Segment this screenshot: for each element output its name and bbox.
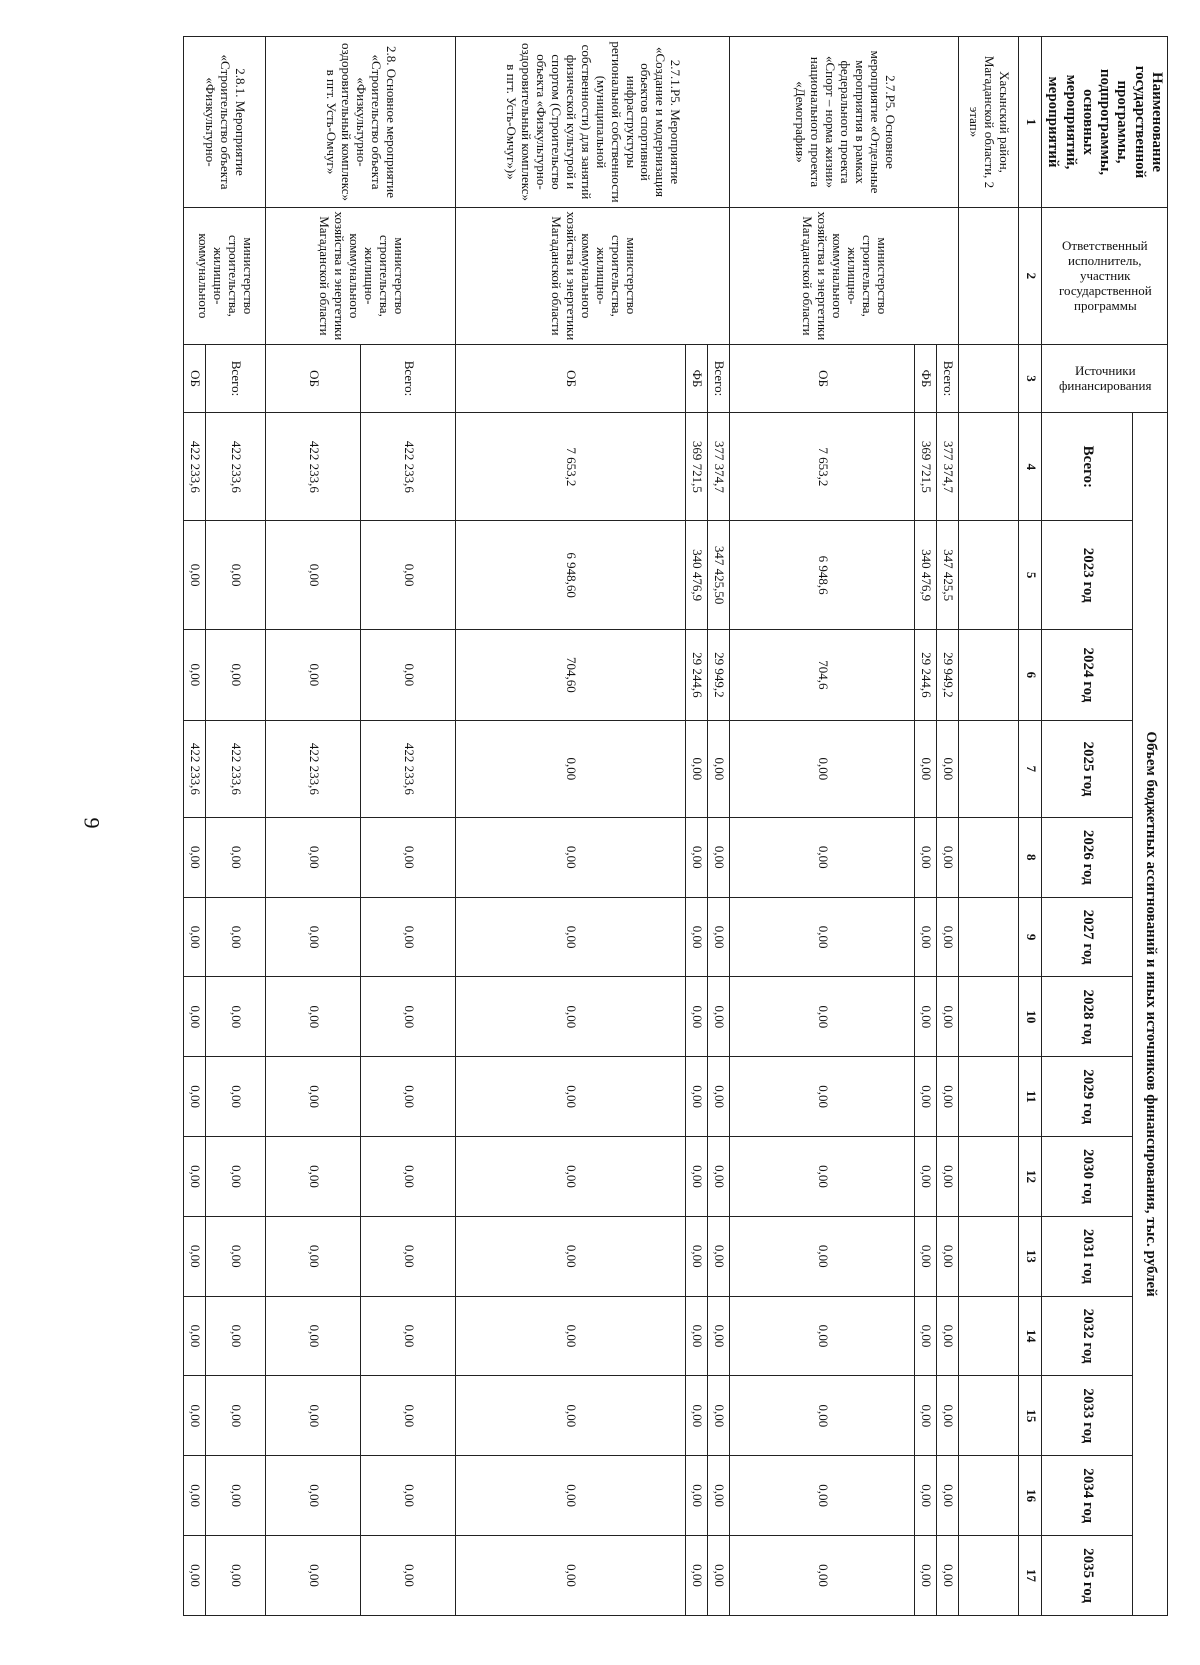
row-source: ОБ [730, 344, 915, 412]
row-year-value [959, 1216, 1019, 1296]
row-year-value: 0,00 [915, 977, 937, 1057]
column-index: 17 [1019, 1536, 1042, 1616]
table-row [959, 37, 1019, 1616]
row-year-value: 0,00 [937, 977, 959, 1057]
row-executor: министерство строительства, жилищно-коммунального хозяйства и энергетики Магаданской области [730, 208, 959, 345]
row-year-value [959, 1296, 1019, 1376]
row-year-value: 0,00 [456, 977, 686, 1057]
row-name: 2.8. Основное мероприятие «Строительство объекта «Физкультурно-оздоровительный комплекс» в пгт. Усть-Омчуг» [266, 37, 456, 208]
row-year-value: 0,00 [686, 720, 708, 817]
row-year-value: 0,00 [266, 1137, 361, 1217]
row-year-value: 0,00 [686, 1137, 708, 1217]
row-year-value [959, 977, 1019, 1057]
row-year-value: 0,00 [686, 1456, 708, 1536]
row-year-value: 0,00 [937, 817, 959, 897]
row-year-value: 0,00 [361, 1057, 456, 1137]
row-year-value [959, 1376, 1019, 1456]
row-year-value: 0,00 [730, 897, 915, 977]
row-year-value: 0,00 [456, 897, 686, 977]
row-year-value: 0,00 [708, 1137, 730, 1217]
row-year-value: 0,00 [361, 1456, 456, 1536]
row-year-value: 29 949,2 [937, 629, 959, 720]
column-index: 6 [1019, 629, 1042, 720]
column-index: 1 [1019, 37, 1042, 208]
row-year-value: 0,00 [730, 720, 915, 817]
column-index: 11 [1019, 1057, 1042, 1137]
row-year-value: 0,00 [266, 1057, 361, 1137]
row-year-value: 0,00 [361, 629, 456, 720]
row-year-value [959, 1536, 1019, 1616]
header-year: 2026 год [1042, 817, 1133, 897]
header-year: 2031 год [1042, 1216, 1133, 1296]
row-year-value: 0,00 [686, 1536, 708, 1616]
row-year-value: 0,00 [708, 897, 730, 977]
row-source [959, 344, 1019, 412]
row-year-value: 6 948,6 [730, 521, 915, 629]
row-year-value: 0,00 [456, 1456, 686, 1536]
column-index: 4 [1019, 413, 1042, 521]
row-year-value: 0,00 [206, 1376, 266, 1456]
row-total: 369 721,5 [915, 413, 937, 521]
row-year-value: 704,60 [456, 629, 686, 720]
row-year-value: 0,00 [266, 817, 361, 897]
row-name: 2.7.Р5. Основное мероприятие «Отдельные мероприятия в рамках федерального проекта «Спорт – норма жизни» национального проекта «Демография» [730, 37, 959, 208]
row-source: Всего: [937, 344, 959, 412]
header-year: 2028 год [1042, 977, 1133, 1057]
column-index: 13 [1019, 1216, 1042, 1296]
row-source: Всего: [206, 344, 266, 412]
row-source: ОБ [456, 344, 686, 412]
row-year-value: 340 476,9 [915, 521, 937, 629]
column-index: 10 [1019, 977, 1042, 1057]
row-year-value: 0,00 [937, 1137, 959, 1217]
column-index: 12 [1019, 1137, 1042, 1217]
page-number: 9 [79, 817, 105, 829]
row-year-value: 0,00 [456, 1376, 686, 1456]
row-year-value: 0,00 [915, 1536, 937, 1616]
row-year-value: 0,00 [206, 629, 266, 720]
row-year-value: 0,00 [206, 897, 266, 977]
row-year-value: 0,00 [266, 1376, 361, 1456]
row-year-value: 0,00 [915, 1456, 937, 1536]
column-index: 16 [1019, 1456, 1042, 1536]
row-year-value: 0,00 [937, 1057, 959, 1137]
row-year-value: 0,00 [686, 897, 708, 977]
row-source: ФБ [915, 344, 937, 412]
row-year-value: 0,00 [361, 817, 456, 897]
column-index: 9 [1019, 897, 1042, 977]
table-row [206, 37, 266, 1616]
row-year-value: 0,00 [456, 1216, 686, 1296]
row-year-value: 0,00 [730, 977, 915, 1057]
header-name: Наименование государственной программы, подпрограммы, основных мероприятий, мероприятий [1042, 37, 1168, 208]
row-year-value [959, 897, 1019, 977]
row-year-value: 0,00 [266, 521, 361, 629]
row-year-value: 0,00 [686, 1376, 708, 1456]
row-year-value: 0,00 [361, 897, 456, 977]
row-year-value: 0,00 [708, 1296, 730, 1376]
row-year-value: 0,00 [937, 1216, 959, 1296]
row-year-value: 422 233,6 [184, 720, 206, 817]
row-year-value: 0,00 [937, 1376, 959, 1456]
row-year-value: 0,00 [184, 1216, 206, 1296]
header-exec: Ответственный исполнитель, участник государственной программы [1042, 208, 1168, 345]
row-source: Всего: [708, 344, 730, 412]
row-total: 369 721,5 [686, 413, 708, 521]
header-total: Всего: [1042, 413, 1133, 521]
row-year-value: 0,00 [361, 521, 456, 629]
column-index: 7 [1019, 720, 1042, 817]
header-year: 2035 год [1042, 1536, 1133, 1616]
row-source: ОБ [266, 344, 361, 412]
row-year-value: 0,00 [937, 1536, 959, 1616]
row-year-value: 0,00 [456, 720, 686, 817]
row-year-value: 0,00 [708, 1376, 730, 1456]
row-year-value: 0,00 [184, 629, 206, 720]
row-year-value: 0,00 [686, 977, 708, 1057]
row-year-value: 0,00 [206, 521, 266, 629]
row-total: 422 233,6 [184, 413, 206, 521]
row-year-value: 0,00 [361, 977, 456, 1057]
row-year-value: 0,00 [184, 1456, 206, 1536]
row-year-value [959, 1456, 1019, 1536]
header-year: 2033 год [1042, 1376, 1133, 1456]
row-year-value: 0,00 [708, 977, 730, 1057]
row-year-value: 0,00 [361, 1137, 456, 1217]
header-year: 2023 год [1042, 521, 1133, 629]
row-year-value: 347 425,5 [937, 521, 959, 629]
row-year-value: 0,00 [730, 1536, 915, 1616]
row-year-value: 0,00 [730, 817, 915, 897]
row-year-value: 0,00 [915, 1216, 937, 1296]
table-row [937, 37, 959, 1616]
financing-table [183, 36, 1168, 1616]
row-year-value: 0,00 [456, 817, 686, 897]
row-year-value: 0,00 [686, 817, 708, 897]
row-year-value [959, 1137, 1019, 1217]
row-year-value: 0,00 [730, 1057, 915, 1137]
row-total: 7 653,2 [730, 413, 915, 521]
row-year-value: 0,00 [361, 1536, 456, 1616]
row-year-value: 0,00 [184, 817, 206, 897]
row-source: ФБ [686, 344, 708, 412]
row-year-value: 0,00 [206, 1296, 266, 1376]
row-year-value: 347 425,50 [708, 521, 730, 629]
row-total: 377 374,7 [937, 413, 959, 521]
row-year-value: 704,6 [730, 629, 915, 720]
row-year-value: 0,00 [915, 897, 937, 977]
row-year-value: 0,00 [266, 1456, 361, 1536]
row-year-value: 0,00 [915, 1057, 937, 1137]
row-year-value: 0,00 [361, 1216, 456, 1296]
header-source: Источники финансирования [1042, 344, 1168, 412]
row-executor: министерство строительства, жилищно-коммунального хозяйства и энергетики Магаданской области [266, 208, 456, 345]
row-year-value: 0,00 [708, 1057, 730, 1137]
table-row [361, 37, 456, 1616]
row-total: 422 233,6 [206, 413, 266, 521]
column-index: 3 [1019, 344, 1042, 412]
row-year-value: 0,00 [915, 817, 937, 897]
row-year-value: 0,00 [184, 521, 206, 629]
rotated-table-wrapper [118, 36, 1168, 1616]
column-index: 14 [1019, 1296, 1042, 1376]
row-year-value: 0,00 [915, 720, 937, 817]
row-total: 422 233,6 [361, 413, 456, 521]
row-year-value: 0,00 [206, 1456, 266, 1536]
column-index: 5 [1019, 521, 1042, 629]
row-year-value: 0,00 [184, 1296, 206, 1376]
row-year-value: 0,00 [708, 720, 730, 817]
header-year: 2027 год [1042, 897, 1133, 977]
row-year-value: 0,00 [184, 1536, 206, 1616]
header-year: 2030 год [1042, 1137, 1133, 1217]
row-executor: министерство строительства, жилищно-коммунального хозяйства и энергетики Магаданской области [456, 208, 730, 345]
row-source: ОБ [184, 344, 206, 412]
row-year-value: 0,00 [456, 1137, 686, 1217]
row-year-value: 0,00 [708, 1216, 730, 1296]
row-year-value: 0,00 [708, 1536, 730, 1616]
row-year-value [959, 817, 1019, 897]
row-name: 2.7.1.Р5. Мероприятие «Создание и модернизация объектов спортивной инфраструктуры региональной собственности (муниципальной собственности) для занятий физической культурой и спортом (Строительство объекта «Физкультурно-оздоровительный комплекс» в пгт. Усть-Омчуг»)» [456, 37, 730, 208]
row-year-value: 0,00 [266, 629, 361, 720]
row-executor: министерство строительства, жилищно-коммунального [184, 208, 266, 345]
row-year-value: 0,00 [266, 977, 361, 1057]
row-year-value: 0,00 [937, 1296, 959, 1376]
header-year: 2025 год [1042, 720, 1133, 817]
row-year-value: 0,00 [730, 1296, 915, 1376]
row-year-value: 422 233,6 [266, 720, 361, 817]
row-year-value: 0,00 [730, 1216, 915, 1296]
row-year-value: 0,00 [206, 1057, 266, 1137]
column-index: 8 [1019, 817, 1042, 897]
row-year-value: 0,00 [937, 720, 959, 817]
row-year-value: 422 233,6 [206, 720, 266, 817]
row-year-value: 0,00 [937, 1456, 959, 1536]
header-year: 2032 год [1042, 1296, 1133, 1376]
row-year-value: 0,00 [206, 977, 266, 1057]
row-year-value: 0,00 [730, 1456, 915, 1536]
row-year-value: 0,00 [915, 1137, 937, 1217]
row-year-value: 0,00 [266, 1536, 361, 1616]
row-name: 2.8.1. Мероприятие «Строительство объекта «Физкультурно- [184, 37, 266, 208]
row-year-value: 0,00 [686, 1057, 708, 1137]
row-total [959, 413, 1019, 521]
row-year-value: 0,00 [184, 897, 206, 977]
row-year-value: 0,00 [266, 1216, 361, 1296]
row-year-value: 0,00 [184, 1376, 206, 1456]
row-executor [959, 208, 1019, 345]
row-year-value: 29 949,2 [708, 629, 730, 720]
row-year-value: 0,00 [708, 817, 730, 897]
row-year-value [959, 629, 1019, 720]
row-year-value: 0,00 [456, 1296, 686, 1376]
row-year-value: 0,00 [184, 1057, 206, 1137]
row-year-value: 0,00 [915, 1296, 937, 1376]
row-total: 422 233,6 [266, 413, 361, 521]
row-year-value: 0,00 [730, 1137, 915, 1217]
row-year-value: 0,00 [686, 1296, 708, 1376]
row-year-value: 340 476,9 [686, 521, 708, 629]
row-year-value: 0,00 [361, 1296, 456, 1376]
row-year-value: 0,00 [266, 1296, 361, 1376]
row-year-value: 0,00 [937, 897, 959, 977]
row-year-value: 0,00 [456, 1536, 686, 1616]
row-year-value: 422 233,6 [361, 720, 456, 817]
row-year-value: 0,00 [206, 1216, 266, 1296]
column-index: 15 [1019, 1376, 1042, 1456]
row-year-value: 0,00 [184, 1137, 206, 1217]
table-row [708, 37, 730, 1616]
column-index: 2 [1019, 208, 1042, 345]
row-year-value: 0,00 [361, 1376, 456, 1456]
row-year-value: 0,00 [730, 1376, 915, 1456]
row-year-value: 0,00 [266, 897, 361, 977]
header-year: 2024 год [1042, 629, 1133, 720]
row-total: 377 374,7 [708, 413, 730, 521]
row-year-value: 29 244,6 [915, 629, 937, 720]
row-year-value: 0,00 [184, 977, 206, 1057]
row-year-value: 0,00 [915, 1376, 937, 1456]
row-year-value: 0,00 [708, 1456, 730, 1536]
row-year-value [959, 720, 1019, 817]
row-year-value: 0,00 [456, 1057, 686, 1137]
header-year: 2034 год [1042, 1456, 1133, 1536]
row-year-value: 29 244,6 [686, 629, 708, 720]
header-year: 2029 год [1042, 1057, 1133, 1137]
row-year-value: 0,00 [686, 1216, 708, 1296]
row-year-value: 0,00 [206, 1536, 266, 1616]
row-total: 7 653,2 [456, 413, 686, 521]
header-volume: Объем бюджетных ассигнований и иных источников финансирования, тыс. рублей [1132, 413, 1167, 1616]
row-year-value: 0,00 [206, 817, 266, 897]
row-source: Всего: [361, 344, 456, 412]
row-year-value [959, 521, 1019, 629]
row-year-value: 6 948,60 [456, 521, 686, 629]
row-name: Хасынский район, Магаданской области, 2 этап» [959, 37, 1019, 208]
row-year-value: 0,00 [206, 1137, 266, 1217]
row-year-value [959, 1057, 1019, 1137]
